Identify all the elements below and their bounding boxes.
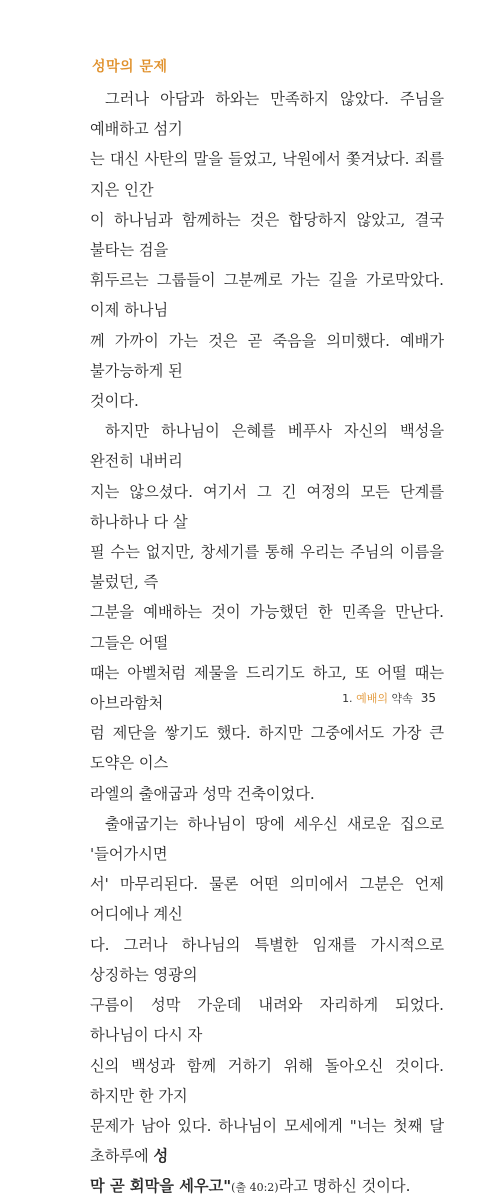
paragraph-line: 필 수는 없지만, 창세기를 통해 우리는 주님의 이름을 불렀던, 즉 xyxy=(90,543,444,592)
chapter-mid: 의 xyxy=(377,692,392,705)
paragraph-line: 신의 백성과 함께 거하기 위해 돌아오신 것이다. 하지만 한 가지 xyxy=(90,1056,444,1105)
paragraph-line: 하지만 하나님이 은혜를 베푸사 자신의 백성을 완전히 내버리 xyxy=(90,422,444,471)
paragraph-line: 이 하나님과 함께하는 것은 합당하지 않았고, 결국 불타는 검을 xyxy=(90,210,444,260)
paragraph-line: 구름이 성막 가운데 내려와 자리하게 되었다. 하나님이 다시 자 xyxy=(90,996,444,1045)
paragraph-line: 그러나 아담과 하와는 만족하지 않았다. 주님을 예배하고 섬기 xyxy=(90,90,444,139)
paragraph-line: 출애굽기는 하나님이 땅에 세우신 새로운 집으로 '들어가시면 xyxy=(90,814,444,864)
paragraph-line: 문제가 남아 있다. 하나님이 모세에게 "너는 첫째 달 초하루에 xyxy=(90,1116,444,1166)
chapter-prefix: 1. xyxy=(342,692,357,705)
paragraph-line: 는 대신 사탄의 말을 들었고, 낙원에서 쫓겨났다. 죄를 지은 인간 xyxy=(90,150,444,199)
paragraph-line: 서' 마무리된다. 물론 어떤 의미에서 그분은 언제 어디에나 계신 xyxy=(90,875,444,924)
paragraph-3 xyxy=(90,809,444,1204)
scripture-citation: (출 40:2) xyxy=(231,1181,279,1195)
body-text xyxy=(90,84,444,1204)
scripture-quote: 막 곧 회막을 세우고" xyxy=(90,1177,232,1196)
paragraph-line: 라고 명하신 것이다. xyxy=(278,1177,411,1196)
paragraph-line: 휘두르는 그룹들이 그분께로 가는 길을 가로막았다. 이제 하나님 xyxy=(90,271,444,320)
paragraph-line: 럼 제단을 쌓기도 했다. 하지만 그중에서도 가장 큰 도약은 이스 xyxy=(90,724,444,773)
paragraph-2 xyxy=(90,416,444,809)
paragraph-line: 께 가까이 가는 것은 곧 죽음을 의미했다. 예배가 불가능하게 된 xyxy=(90,331,444,380)
scripture-quote: 성 xyxy=(153,1147,169,1166)
page-number: 35 xyxy=(420,691,436,705)
paragraph-line: 것이다. xyxy=(90,392,139,411)
paragraph-line: 라엘의 출애굽과 성막 건축이었다. xyxy=(90,784,315,803)
paragraph-1 xyxy=(90,84,444,416)
section-title: 성막의 문제 xyxy=(92,59,168,75)
paragraph-line: 지는 않으셨다. 여기서 그 긴 여정의 모든 단계를 하나하나 다 살 xyxy=(90,482,444,531)
chapter-suffix: 약속 xyxy=(391,692,413,705)
paragraph-line: 다. 그러나 하나님의 특별한 임재를 가시적으로 상징하는 영광의 xyxy=(90,935,444,984)
chapter-accent: 예배 xyxy=(356,692,378,705)
paragraph-line: 그분을 예배하는 것이 가능했던 한 민족을 만난다. 그들은 어떨 xyxy=(90,603,444,652)
page-footer xyxy=(342,690,436,706)
paragraph-line: 때는 아벨처럼 제물을 드리기도 하고, 또 어떨 때는 아브라함처 xyxy=(90,663,444,713)
chapter-title xyxy=(342,690,413,706)
